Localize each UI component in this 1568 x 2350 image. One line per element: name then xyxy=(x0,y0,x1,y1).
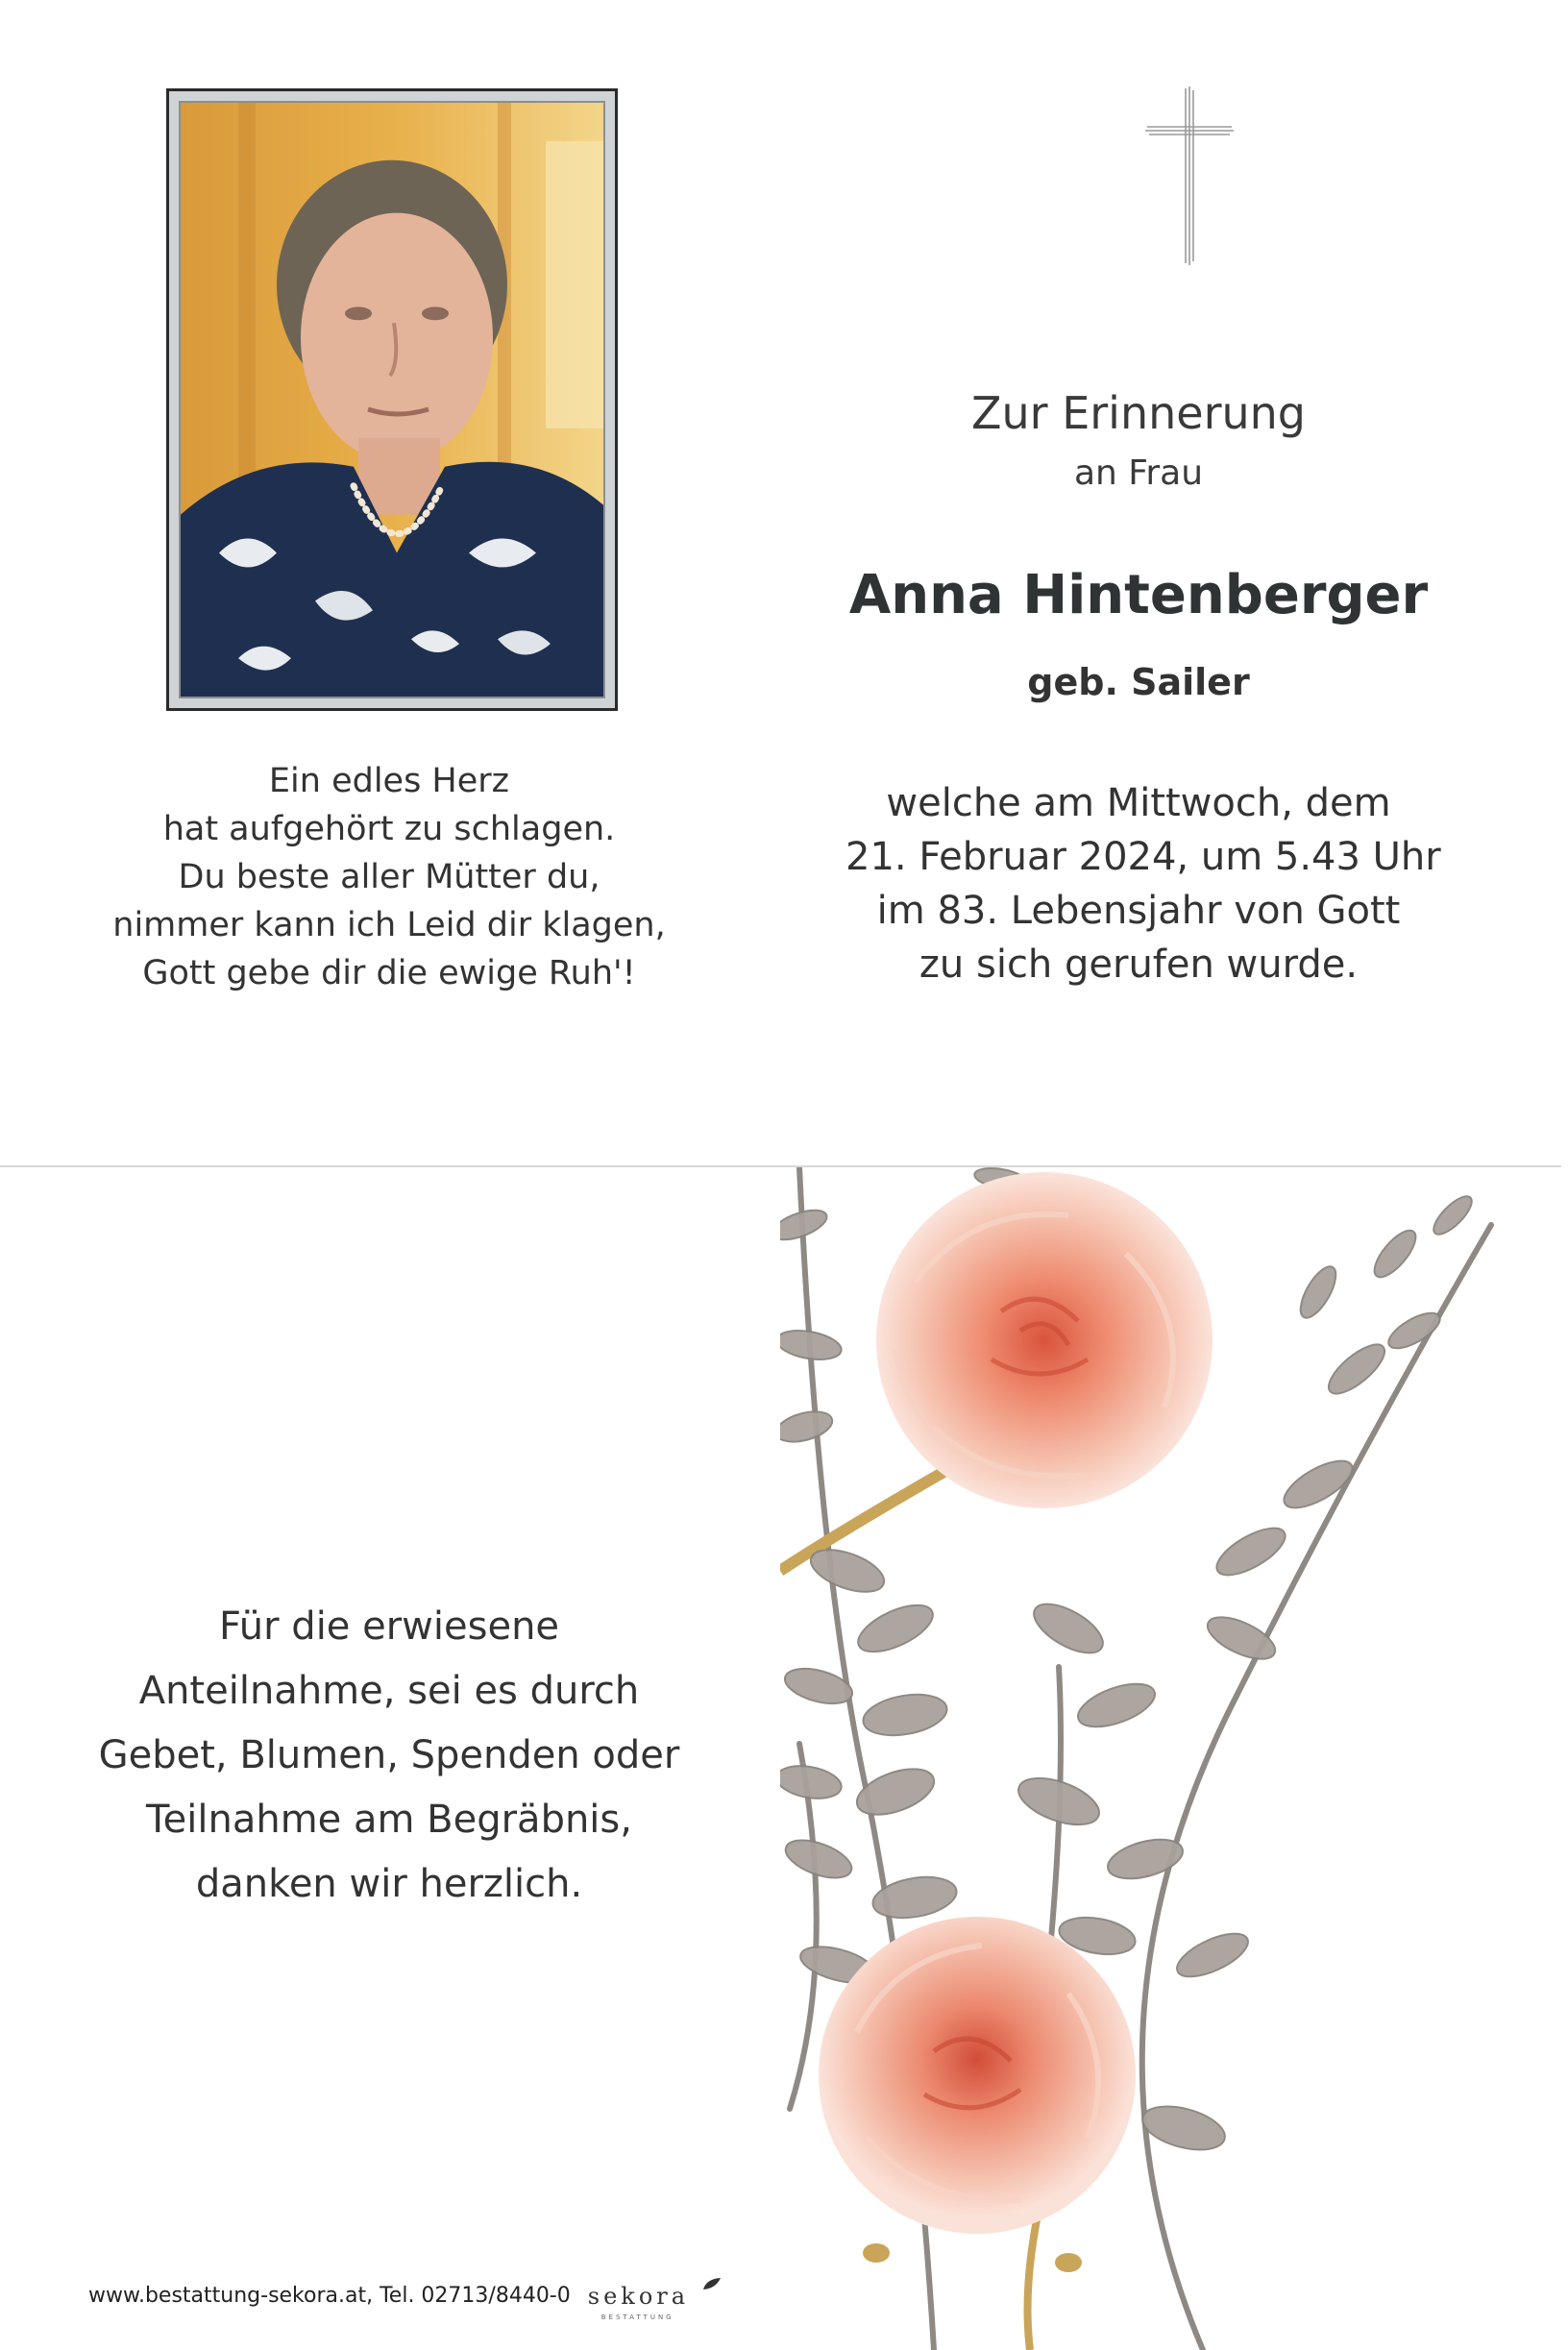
deceased-name: Anna Hintenberger xyxy=(848,564,1429,626)
logo-subtext: BESTATTUNG xyxy=(600,2313,674,2321)
maiden-name: geb. Sailer xyxy=(1027,661,1250,703)
intro-line: Zur Erinnerung xyxy=(971,387,1306,439)
thanks-line: Anteilnahme, sei es durch xyxy=(138,1669,640,1713)
thanks-line: Gebet, Blumen, Spenden oder xyxy=(98,1733,680,1777)
thanks-text xyxy=(58,1595,721,1917)
death-line: 21. Februar 2024, um 5.43 Uhr xyxy=(845,835,1441,879)
footer-contact: www.bestattung-sekora.at, Tel. 02713/8440-0 xyxy=(88,2284,571,2308)
footer xyxy=(88,2277,722,2321)
lower-rose xyxy=(819,1917,1136,2234)
poem-line: nimmer kann ich Leid dir klagen, xyxy=(112,906,666,944)
sekora-logo xyxy=(587,2277,722,2321)
title-line: an Frau xyxy=(1073,453,1204,493)
death-line: zu sich gerufen wurde. xyxy=(919,942,1359,987)
thanks-line: Für die erwiesene xyxy=(218,1604,560,1649)
death-notice xyxy=(845,776,1441,991)
death-line: welche am Mittwoch, dem xyxy=(886,781,1391,825)
logo-text: sekora xyxy=(587,2283,690,2310)
portrait-illustration xyxy=(181,103,603,697)
poem xyxy=(77,757,701,997)
thanks-line: Teilnahme am Begräbnis, xyxy=(146,1798,632,1842)
thanks-line: danken wir herzlich. xyxy=(195,1862,583,1906)
poem-line: Du beste aller Mütter du, xyxy=(178,858,600,896)
portrait-frame xyxy=(166,88,618,711)
upper-rose xyxy=(876,1172,1213,1508)
cross-icon xyxy=(1143,85,1236,267)
poem-line: Gott gebe dir die ewige Ruh'! xyxy=(142,954,636,992)
poem-line: hat aufgehört zu schlagen. xyxy=(162,810,616,848)
poem-line: Ein edles Herz xyxy=(268,762,510,800)
portrait-photo xyxy=(179,101,605,698)
leaf-icon xyxy=(702,2277,722,2290)
rose-eucalyptus-illustration xyxy=(780,1167,1568,2350)
death-line: im 83. Lebensjahr von Gott xyxy=(876,889,1401,933)
